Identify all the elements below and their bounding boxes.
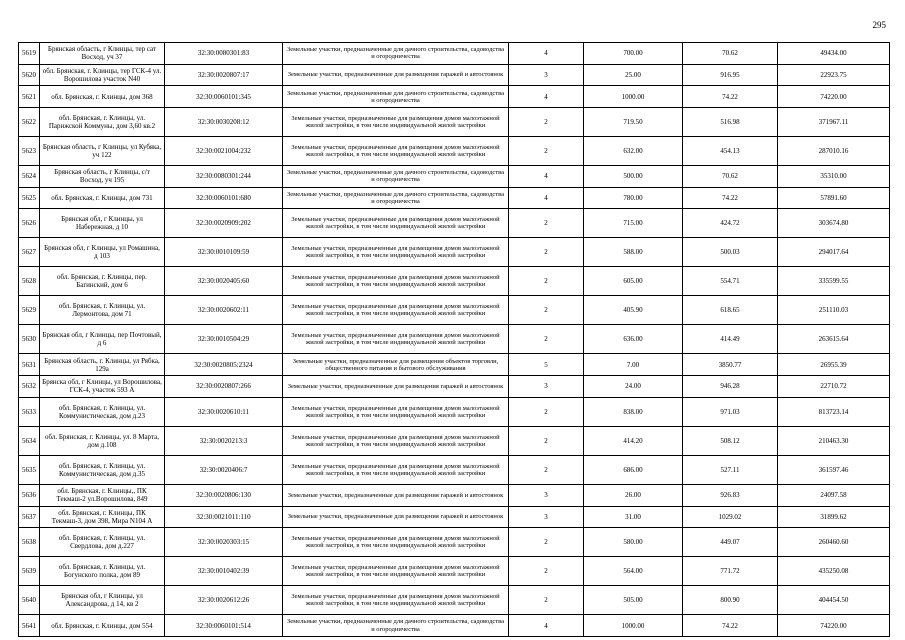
cadastral-number-cell: 32:30:0020303:15 <box>165 528 283 557</box>
area-cell: 564.00 <box>584 557 683 586</box>
cadastral-value-cell: 404454.50 <box>778 586 890 615</box>
row-number-cell: 5633 <box>19 397 40 426</box>
unit-value-cell: 74.22 <box>683 86 778 108</box>
cadastral-value-cell: 813723.14 <box>778 397 890 426</box>
address-cell: обл. Брянская, г. Клинцы, ул. Лермонтова, дом 71 <box>40 296 165 325</box>
address-cell: Брянская обл, г Клинцы, пер Почтовый, д 6 <box>40 325 165 354</box>
cadastral-number-cell: 32:30:0010504:29 <box>165 325 283 354</box>
address-cell: обл. Брянская, г. Клинцы, ул. 8 Марта, дом д.108 <box>40 426 165 455</box>
unit-value-cell: 424.72 <box>683 209 778 238</box>
group-cell: 4 <box>509 86 584 108</box>
land-use-description-cell: Земельные участки, предназначенные для дачного строительства, садоводства и огородничества <box>283 187 509 209</box>
table-row <box>19 64 890 86</box>
cadastral-number-cell: 32:30:0021004:232 <box>165 137 283 166</box>
cadastral-value-cell: 74220.00 <box>778 86 890 108</box>
address-cell: Брянская обл, г Клинцы, ул Набережная, д 10 <box>40 209 165 238</box>
table-row <box>19 557 890 586</box>
address-cell: обл. Брянская, г. Клинцы, дом 368 <box>40 86 165 108</box>
row-number-cell: 5624 <box>19 166 40 188</box>
table-row <box>19 267 890 296</box>
address-cell: обл. Брянская, г. Клинцы, ул. Коммунистическая, дом д.35 <box>40 455 165 484</box>
group-cell: 2 <box>509 557 584 586</box>
group-cell: 4 <box>509 166 584 188</box>
group-cell: 2 <box>509 426 584 455</box>
unit-value-cell: 971.03 <box>683 397 778 426</box>
land-use-description-cell: Земельные участки, предназначенные для размещения объектов торговли, общественного питания и бытового обслуживания <box>283 354 509 376</box>
cadastral-number-cell: 32:30:0080301:244 <box>165 166 283 188</box>
area-cell: 580.00 <box>584 528 683 557</box>
table-row <box>19 108 890 137</box>
group-cell: 2 <box>509 586 584 615</box>
row-number-cell: 5619 <box>19 43 40 65</box>
area-cell: 780.00 <box>584 187 683 209</box>
group-cell: 2 <box>509 397 584 426</box>
unit-value-cell: 70.62 <box>683 43 778 65</box>
area-cell: 26.00 <box>584 484 683 506</box>
unit-value-cell: 454.13 <box>683 137 778 166</box>
address-cell: обл. Брянская, г. Клинцы, ул. Богунского полка, дом 89 <box>40 557 165 586</box>
address-cell: Брянская обл, г Клинцы, ул Ромашина, д 103 <box>40 238 165 267</box>
unit-value-cell: 946.28 <box>683 376 778 398</box>
table-row <box>19 43 890 65</box>
group-cell: 4 <box>509 43 584 65</box>
cadastral-number-cell: 32:30:0060101:514 <box>165 615 283 637</box>
cadastral-number-cell: 32:30:0030208:12 <box>165 108 283 137</box>
table-row <box>19 455 890 484</box>
cadastral-value-cell: 335599.55 <box>778 267 890 296</box>
area-cell: 719.50 <box>584 108 683 137</box>
cadastral-value-cell: 251110.03 <box>778 296 890 325</box>
cadastral-value-cell: 361597.46 <box>778 455 890 484</box>
cadastral-value-cell: 260460.60 <box>778 528 890 557</box>
table-row <box>19 187 890 209</box>
address-cell: Брянская область, г Клинцы, тер сат Восход, уч 37 <box>40 43 165 65</box>
unit-value-cell: 414.49 <box>683 325 778 354</box>
area-cell: 25.00 <box>584 64 683 86</box>
address-cell: Брянская область, г. Клинцы, ул Рябка, 129а <box>40 354 165 376</box>
land-use-description-cell: Земельные участки, предназначенные для дачного строительства, садоводства и огородничества <box>283 166 509 188</box>
table-row <box>19 86 890 108</box>
area-cell: 31.00 <box>584 506 683 528</box>
unit-value-cell: 3850.77 <box>683 354 778 376</box>
table-row <box>19 397 890 426</box>
area-cell: 605.00 <box>584 267 683 296</box>
area-cell: 414.20 <box>584 426 683 455</box>
unit-value-cell: 771.72 <box>683 557 778 586</box>
area-cell: 405.90 <box>584 296 683 325</box>
land-use-description-cell: Земельные участки, предназначенные для размещения домов малоэтажной жилой застройки, в том числе индивидуальной жилой застройки <box>283 238 509 267</box>
row-number-cell: 5631 <box>19 354 40 376</box>
unit-value-cell: 500.03 <box>683 238 778 267</box>
group-cell: 2 <box>509 238 584 267</box>
group-cell: 2 <box>509 108 584 137</box>
table-row <box>19 296 890 325</box>
group-cell: 2 <box>509 325 584 354</box>
cadastral-value-cell: 35310.00 <box>778 166 890 188</box>
table-row <box>19 528 890 557</box>
cadastral-number-cell: 32:30:0020909:202 <box>165 209 283 238</box>
row-number-cell: 5625 <box>19 187 40 209</box>
table-body <box>19 43 890 637</box>
table-row <box>19 166 890 188</box>
land-use-description-cell: Земельные участки, предназначенные для размещения домов малоэтажной жилой застройки, в том числе индивидуальной жилой застройки <box>283 397 509 426</box>
cadastral-number-cell: 32:30:0020213:3 <box>165 426 283 455</box>
area-cell: 505.00 <box>584 586 683 615</box>
address-cell: обл. Брянская, г. Клинцы, ул. Коммунистическая, дом д.23 <box>40 397 165 426</box>
table-row <box>19 484 890 506</box>
cadastral-number-cell: 32:30:0080301:83 <box>165 43 283 65</box>
address-cell: Брянская область, г Клинцы, ул Кубяка, уч 122 <box>40 137 165 166</box>
unit-value-cell: 527.11 <box>683 455 778 484</box>
unit-value-cell: 554.71 <box>683 267 778 296</box>
row-number-cell: 5641 <box>19 615 40 637</box>
cadastral-value-cell: 31899.62 <box>778 506 890 528</box>
unit-value-cell: 926.83 <box>683 484 778 506</box>
cadastral-value-cell: 57891.60 <box>778 187 890 209</box>
table-row <box>19 376 890 398</box>
table-row <box>19 325 890 354</box>
address-cell: Брянская обл, г Клинцы, ул Александрова, д 14, кв 2 <box>40 586 165 615</box>
group-cell: 2 <box>509 455 584 484</box>
address-cell: обл. Брянская, г. Клинцы, ПК Текмаш-3, дом 398, Мира N104 А <box>40 506 165 528</box>
row-number-cell: 5640 <box>19 586 40 615</box>
row-number-cell: 5626 <box>19 209 40 238</box>
group-cell: 3 <box>509 506 584 528</box>
row-number-cell: 5621 <box>19 86 40 108</box>
cadastral-value-cell: 435250.08 <box>778 557 890 586</box>
cadastral-value-cell: 287010.16 <box>778 137 890 166</box>
land-use-description-cell: Земельные участки, предназначенные для размещения гаражей и автостоянок <box>283 484 509 506</box>
land-use-description-cell: Земельные участки, предназначенные для размещения домов малоэтажной жилой застройки, в том числе индивидуальной жилой застройки <box>283 426 509 455</box>
row-number-cell: 5636 <box>19 484 40 506</box>
cadastral-number-cell: 32:30:0010109:59 <box>165 238 283 267</box>
cadastral-value-cell: 303674.80 <box>778 209 890 238</box>
area-cell: 7.00 <box>584 354 683 376</box>
land-use-description-cell: Земельные участки, предназначенные для дачного строительства, садоводства и огородничества <box>283 615 509 637</box>
page-number: 295 <box>872 20 886 30</box>
cadastral-number-cell: 32:30:0060101:345 <box>165 86 283 108</box>
cadastral-value-cell: 74220.00 <box>778 615 890 637</box>
cadastral-number-cell: 32:30:0020807:17 <box>165 64 283 86</box>
row-number-cell: 5639 <box>19 557 40 586</box>
area-cell: 588.00 <box>584 238 683 267</box>
land-use-description-cell: Земельные участки, предназначенные для размещения домов малоэтажной жилой застройки, в том числе индивидуальной жилой застройки <box>283 267 509 296</box>
cadastral-value-cell: 24097.58 <box>778 484 890 506</box>
land-use-description-cell: Земельные участки, предназначенные для размещения домов малоэтажной жилой застройки, в том числе индивидуальной жилой застройки <box>283 296 509 325</box>
table-row <box>19 354 890 376</box>
unit-value-cell: 74.22 <box>683 187 778 209</box>
table-row <box>19 615 890 637</box>
group-cell: 2 <box>509 528 584 557</box>
address-cell: Брянска обл, г Клинцы, ул Ворошилова, ГСК-4, участок 593 А <box>40 376 165 398</box>
unit-value-cell: 508.12 <box>683 426 778 455</box>
group-cell: 4 <box>509 615 584 637</box>
cadastral-number-cell: 32:30:0021011:110 <box>165 506 283 528</box>
area-cell: 1000.00 <box>584 86 683 108</box>
group-cell: 2 <box>509 267 584 296</box>
land-use-description-cell: Земельные участки, предназначенные для размещения домов малоэтажной жилой застройки, в том числе индивидуальной жилой застройки <box>283 557 509 586</box>
cadastral-value-cell: 210463.30 <box>778 426 890 455</box>
area-cell: 715.00 <box>584 209 683 238</box>
unit-value-cell: 618.65 <box>683 296 778 325</box>
group-cell: 3 <box>509 376 584 398</box>
unit-value-cell: 449.07 <box>683 528 778 557</box>
row-number-cell: 5634 <box>19 426 40 455</box>
address-cell: обл. Брянская, г. Клинцы, ул. Парижской Коммуны, дом 3,60 кв.2 <box>40 108 165 137</box>
row-number-cell: 5622 <box>19 108 40 137</box>
cadastral-value-cell: 371967.11 <box>778 108 890 137</box>
row-number-cell: 5628 <box>19 267 40 296</box>
area-cell: 700.00 <box>584 43 683 65</box>
unit-value-cell: 916.95 <box>683 64 778 86</box>
row-number-cell: 5637 <box>19 506 40 528</box>
group-cell: 4 <box>509 187 584 209</box>
row-number-cell: 5620 <box>19 64 40 86</box>
cadastral-number-cell: 32:30:0020807:266 <box>165 376 283 398</box>
table-row <box>19 586 890 615</box>
area-cell: 1000.00 <box>584 615 683 637</box>
group-cell: 2 <box>509 296 584 325</box>
land-plots-table <box>18 42 890 637</box>
cadastral-number-cell: 32:30:0020805:2324 <box>165 354 283 376</box>
row-number-cell: 5627 <box>19 238 40 267</box>
cadastral-value-cell: 26955.39 <box>778 354 890 376</box>
cadastral-value-cell: 263615.64 <box>778 325 890 354</box>
land-use-description-cell: Земельные участки, предназначенные для размещения домов малоэтажной жилой застройки, в том числе индивидуальной жилой застройки <box>283 455 509 484</box>
area-cell: 632.00 <box>584 137 683 166</box>
row-number-cell: 5630 <box>19 325 40 354</box>
unit-value-cell: 800.90 <box>683 586 778 615</box>
land-use-description-cell: Земельные участки, предназначенные для размещения гаражей и автостоянок <box>283 376 509 398</box>
cadastral-value-cell: 49434.00 <box>778 43 890 65</box>
cadastral-number-cell: 32:30:0020806:130 <box>165 484 283 506</box>
land-use-description-cell: Земельные участки, предназначенные для размещения домов малоэтажной жилой застройки, в том числе индивидуальной жилой застройки <box>283 528 509 557</box>
row-number-cell: 5629 <box>19 296 40 325</box>
row-number-cell: 5638 <box>19 528 40 557</box>
address-cell: Брянская область, г Клинцы, с/т Восход, уч 195 <box>40 166 165 188</box>
table-row <box>19 137 890 166</box>
land-use-description-cell: Земельные участки, предназначенные для размещения домов малоэтажной жилой застройки, в том числе индивидуальной жилой застройки <box>283 325 509 354</box>
land-use-description-cell: Земельные участки, предназначенные для дачного строительства, садоводства и огородничества <box>283 43 509 65</box>
address-cell: обл. Брянская, г. Клинцы, ул. Свердлова, дом д.227 <box>40 528 165 557</box>
group-cell: 2 <box>509 209 584 238</box>
group-cell: 3 <box>509 484 584 506</box>
cadastral-number-cell: 32:30:0020602:11 <box>165 296 283 325</box>
cadastral-number-cell: 32:30:0020612:26 <box>165 586 283 615</box>
area-cell: 686.00 <box>584 455 683 484</box>
address-cell: обл. Брянская, г. Клинцы, дом 554 <box>40 615 165 637</box>
unit-value-cell: 516.98 <box>683 108 778 137</box>
row-number-cell: 5632 <box>19 376 40 398</box>
land-use-description-cell: Земельные участки, предназначенные для размещения домов малоэтажной жилой застройки, в том числе индивидуальной жилой застройки <box>283 586 509 615</box>
address-cell: обл. Брянская, г. Клинцы, дом 731 <box>40 187 165 209</box>
table-row <box>19 238 890 267</box>
table-row <box>19 209 890 238</box>
area-cell: 636.00 <box>584 325 683 354</box>
address-cell: обл. Брянская, г. Клинцы,, ПК Текмаш-2 ул.Ворошилова, 849 <box>40 484 165 506</box>
cadastral-value-cell: 22923.75 <box>778 64 890 86</box>
cadastral-number-cell: 32:30:0020406:7 <box>165 455 283 484</box>
land-use-description-cell: Земельные участки, предназначенные для размещения домов малоэтажной жилой застройки, в том числе индивидуальной жилой застройки <box>283 137 509 166</box>
group-cell: 2 <box>509 137 584 166</box>
group-cell: 3 <box>509 64 584 86</box>
land-use-description-cell: Земельные участки, предназначенные для размещения домов малоэтажной жилой застройки, в том числе индивидуальной жилой застройки <box>283 209 509 238</box>
unit-value-cell: 70.62 <box>683 166 778 188</box>
cadastral-value-cell: 22710.72 <box>778 376 890 398</box>
cadastral-number-cell: 32:30:0020405:60 <box>165 267 283 296</box>
row-number-cell: 5623 <box>19 137 40 166</box>
area-cell: 838.00 <box>584 397 683 426</box>
cadastral-number-cell: 32:30:0060101:680 <box>165 187 283 209</box>
cadastral-value-cell: 294017.64 <box>778 238 890 267</box>
area-cell: 500.00 <box>584 166 683 188</box>
address-cell: обл. Брянская, г. Клинцы, пер. Багинский, дом 6 <box>40 267 165 296</box>
land-use-description-cell: Земельные участки, предназначенные для размещения домов малоэтажной жилой застройки, в том числе индивидуальной жилой застройки <box>283 108 509 137</box>
unit-value-cell: 1029.02 <box>683 506 778 528</box>
row-number-cell: 5635 <box>19 455 40 484</box>
group-cell: 5 <box>509 354 584 376</box>
cadastral-number-cell: 32:30:0020610:11 <box>165 397 283 426</box>
area-cell: 24.00 <box>584 376 683 398</box>
table-row <box>19 426 890 455</box>
land-use-description-cell: Земельные участки, предназначенные для размещения гаражей и автостоянок <box>283 64 509 86</box>
land-use-description-cell: Земельные участки, предназначенные для дачного строительства, садоводства и огородничества <box>283 86 509 108</box>
address-cell: обл. Брянская, г. Клинцы, тер ГСК-4 ул. Ворошилова участок N40 <box>40 64 165 86</box>
land-use-description-cell: Земельные участки, предназначенные для размещения гаражей и автостоянок <box>283 506 509 528</box>
table-row <box>19 506 890 528</box>
cadastral-number-cell: 32:30:0010402:39 <box>165 557 283 586</box>
unit-value-cell: 74.22 <box>683 615 778 637</box>
